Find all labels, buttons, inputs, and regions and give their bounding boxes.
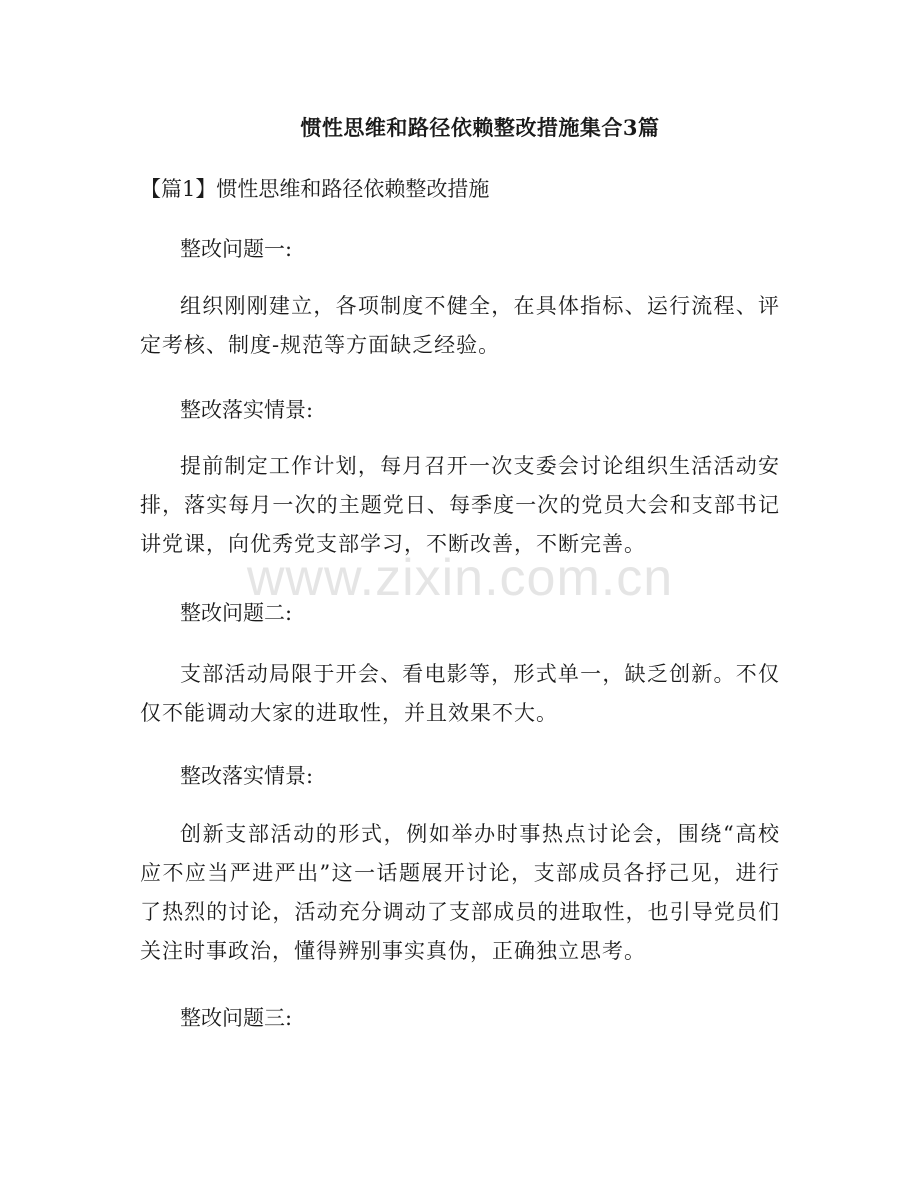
measures-heading-2: 整改落实情景: [180, 764, 314, 788]
watermark: www.zixin.com.cn [246, 549, 674, 607]
issue-heading-3: 整改问题三: [180, 1006, 293, 1030]
issue-paragraph-1: 组织刚刚建立，各项制度不健全，在具体指标、运行流程、评定考核、制度-规范等方面缺乏经验。 [140, 294, 780, 357]
issue-heading-2: 整改问题二: [180, 601, 293, 625]
measures-heading-1: 整改落实情景: [180, 398, 314, 422]
issue-paragraph-2: 支部活动局限于开会、看电影等，形式单一，缺乏创新。不仅仅不能调动大家的进取性，并且效果不大。 [140, 662, 780, 725]
measures-paragraph-1: 提前制定工作计划，每月召开一次支委会讨论组织生活活动安排，落实每月一次的主题党日、每季度一次的党员大会和支部书记讲党课，向优秀党支部学习，不断改善，不断完善。 [140, 454, 780, 556]
measures-paragraph-2: 创新支部活动的形式，例如举办时事热点讨论会，围绕“高校应不应当严进严出”这一话题展开讨论，支部成员各抒己见，进行了热烈的讨论，活动充分调动了支部成员的进取性，也引导党员们关注时事政治，懂得辨别事实真伪，正确独立思考。 [140, 822, 780, 963]
section-heading: 【篇1】惯性思维和路径依赖整改措施 [140, 177, 490, 201]
document-title: 惯性思维和路径依赖整改措施集合3篇 [300, 115, 660, 140]
issue-heading-1: 整改问题一: [180, 237, 293, 261]
